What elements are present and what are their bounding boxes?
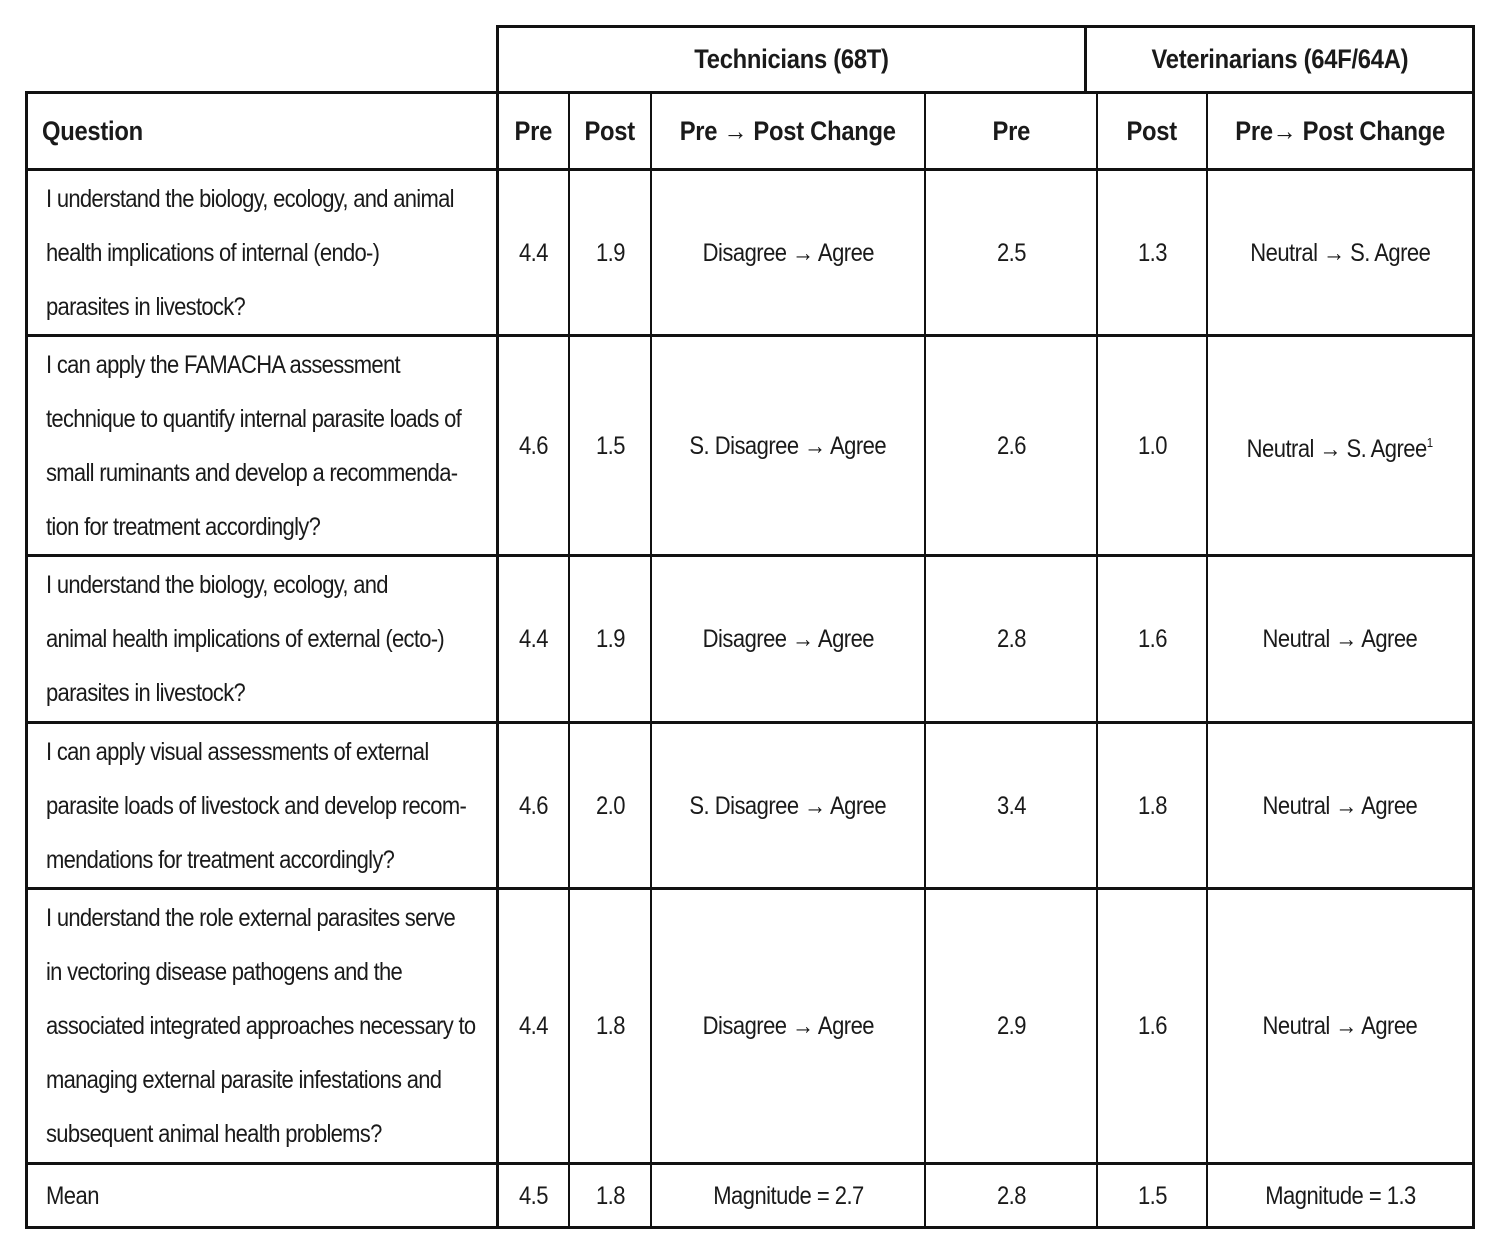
column-header-tech-change: Pre → Post Change <box>679 115 897 146</box>
vet-change-value: Neutral → Agree <box>1262 791 1418 820</box>
vet-pre-value: 2.9 <box>996 1012 1026 1040</box>
vet-change-value: Neutral → S. Agree <box>1249 238 1431 267</box>
tech-post-value: 1.8 <box>595 1012 625 1040</box>
mean-tech-change: Magnitude = 2.7 <box>712 1181 864 1210</box>
question-line: small ruminants and develop a recommenda- <box>46 458 458 487</box>
mean-tech-post: 1.8 <box>595 1181 625 1210</box>
tech-pre-value: 4.4 <box>518 238 549 267</box>
question-line: managing external parasite infestations and <box>46 1066 442 1094</box>
tech-change-value: S. Disagree → Agree <box>689 431 887 460</box>
mean-vet-post: 1.5 <box>1137 1181 1167 1210</box>
question-line: parasites in livestock? <box>46 292 246 321</box>
column-header-vet-change: Pre→ Post Change <box>1235 115 1445 146</box>
tech-post-value: 1.9 <box>595 625 625 653</box>
question-line: parasites in livestock? <box>46 679 246 707</box>
question-line: I understand the role external parasites serve <box>46 904 456 932</box>
question-cell <box>28 724 496 887</box>
mean-label: Mean <box>46 1181 99 1210</box>
column-header-question: Question <box>42 115 143 146</box>
vet-post-value: 1.3 <box>1137 238 1167 267</box>
vet-post-value: 1.0 <box>1137 431 1167 460</box>
tech-change-value: S. Disagree → Agree <box>689 791 887 820</box>
vet-pre-value: 2.5 <box>996 238 1026 267</box>
footnote-marker: 1 <box>1427 434 1433 450</box>
question-line: I understand the biology, ecology, and animal <box>46 184 454 213</box>
question-line: associated integrated approaches necessary to <box>46 1012 476 1040</box>
vet-pre-value: 2.6 <box>996 431 1026 460</box>
question-cell <box>28 890 496 1162</box>
tech-post-value: 2.0 <box>595 791 625 820</box>
question-line: I can apply visual assessments of external <box>46 737 429 766</box>
tech-pre-value: 4.6 <box>518 431 549 460</box>
tech-pre-value: 4.4 <box>518 625 549 653</box>
mean-tech-pre: 4.5 <box>518 1181 549 1210</box>
question-line: I understand the biology, ecology, and <box>46 571 388 599</box>
question-line: animal health implications of external (ecto-) <box>46 625 445 653</box>
question-line: technique to quantify internal parasite loads of <box>46 404 462 433</box>
question-line: in vectoring disease pathogens and the <box>46 958 403 986</box>
column-header-tech-post: Post <box>584 115 636 146</box>
vet-change-value: Neutral → Agree <box>1262 625 1418 653</box>
vet-change-value: Neutral → S. Agree$^1$ <box>1247 434 1433 463</box>
question-cell <box>28 171 496 334</box>
question-line: mendations for treatment accordingly? <box>46 845 395 874</box>
question-line: subsequent animal health problems? <box>46 1120 382 1148</box>
question-line: I can apply the FAMACHA assessment <box>46 350 400 379</box>
rule <box>25 1226 1475 1229</box>
column-header-vet-post: Post <box>1126 115 1178 146</box>
rule <box>1472 25 1475 1229</box>
group-header-technicians: Technicians (68T) <box>694 44 889 74</box>
tech-post-value: 1.5 <box>595 431 625 460</box>
tech-post-value: 1.9 <box>595 238 625 267</box>
column-header-tech-pre: Pre <box>514 115 553 146</box>
tech-pre-value: 4.6 <box>518 791 549 820</box>
vet-pre-value: 2.8 <box>996 625 1026 653</box>
tech-change-value: Disagree → Agree <box>702 625 874 653</box>
question-cell <box>28 337 496 554</box>
question-line: health implications of internal (endo-) <box>46 238 380 267</box>
mean-vet-pre: 2.8 <box>996 1181 1026 1210</box>
vet-post-value: 1.8 <box>1137 791 1167 820</box>
vet-change-value: Neutral → Agree <box>1262 1012 1418 1040</box>
vet-post-value: 1.6 <box>1137 1012 1167 1040</box>
mean-vet-change: Magnitude = 1.3 <box>1264 1181 1416 1210</box>
vet-post-value: 1.6 <box>1137 625 1167 653</box>
column-header-vet-pre: Pre <box>992 115 1030 146</box>
vet-pre-value: 3.4 <box>996 791 1026 820</box>
tech-change-value: Disagree → Agree <box>702 1012 874 1040</box>
tech-change-value: Disagree → Agree <box>702 238 874 267</box>
question-line: parasite loads of livestock and develop recom- <box>46 791 467 820</box>
group-header-veterinarians: Veterinarians (64F/64A) <box>1151 44 1408 74</box>
tech-pre-value: 4.4 <box>518 1012 549 1040</box>
question-cell <box>28 557 496 721</box>
question-line: tion for treatment accordingly? <box>46 512 321 541</box>
